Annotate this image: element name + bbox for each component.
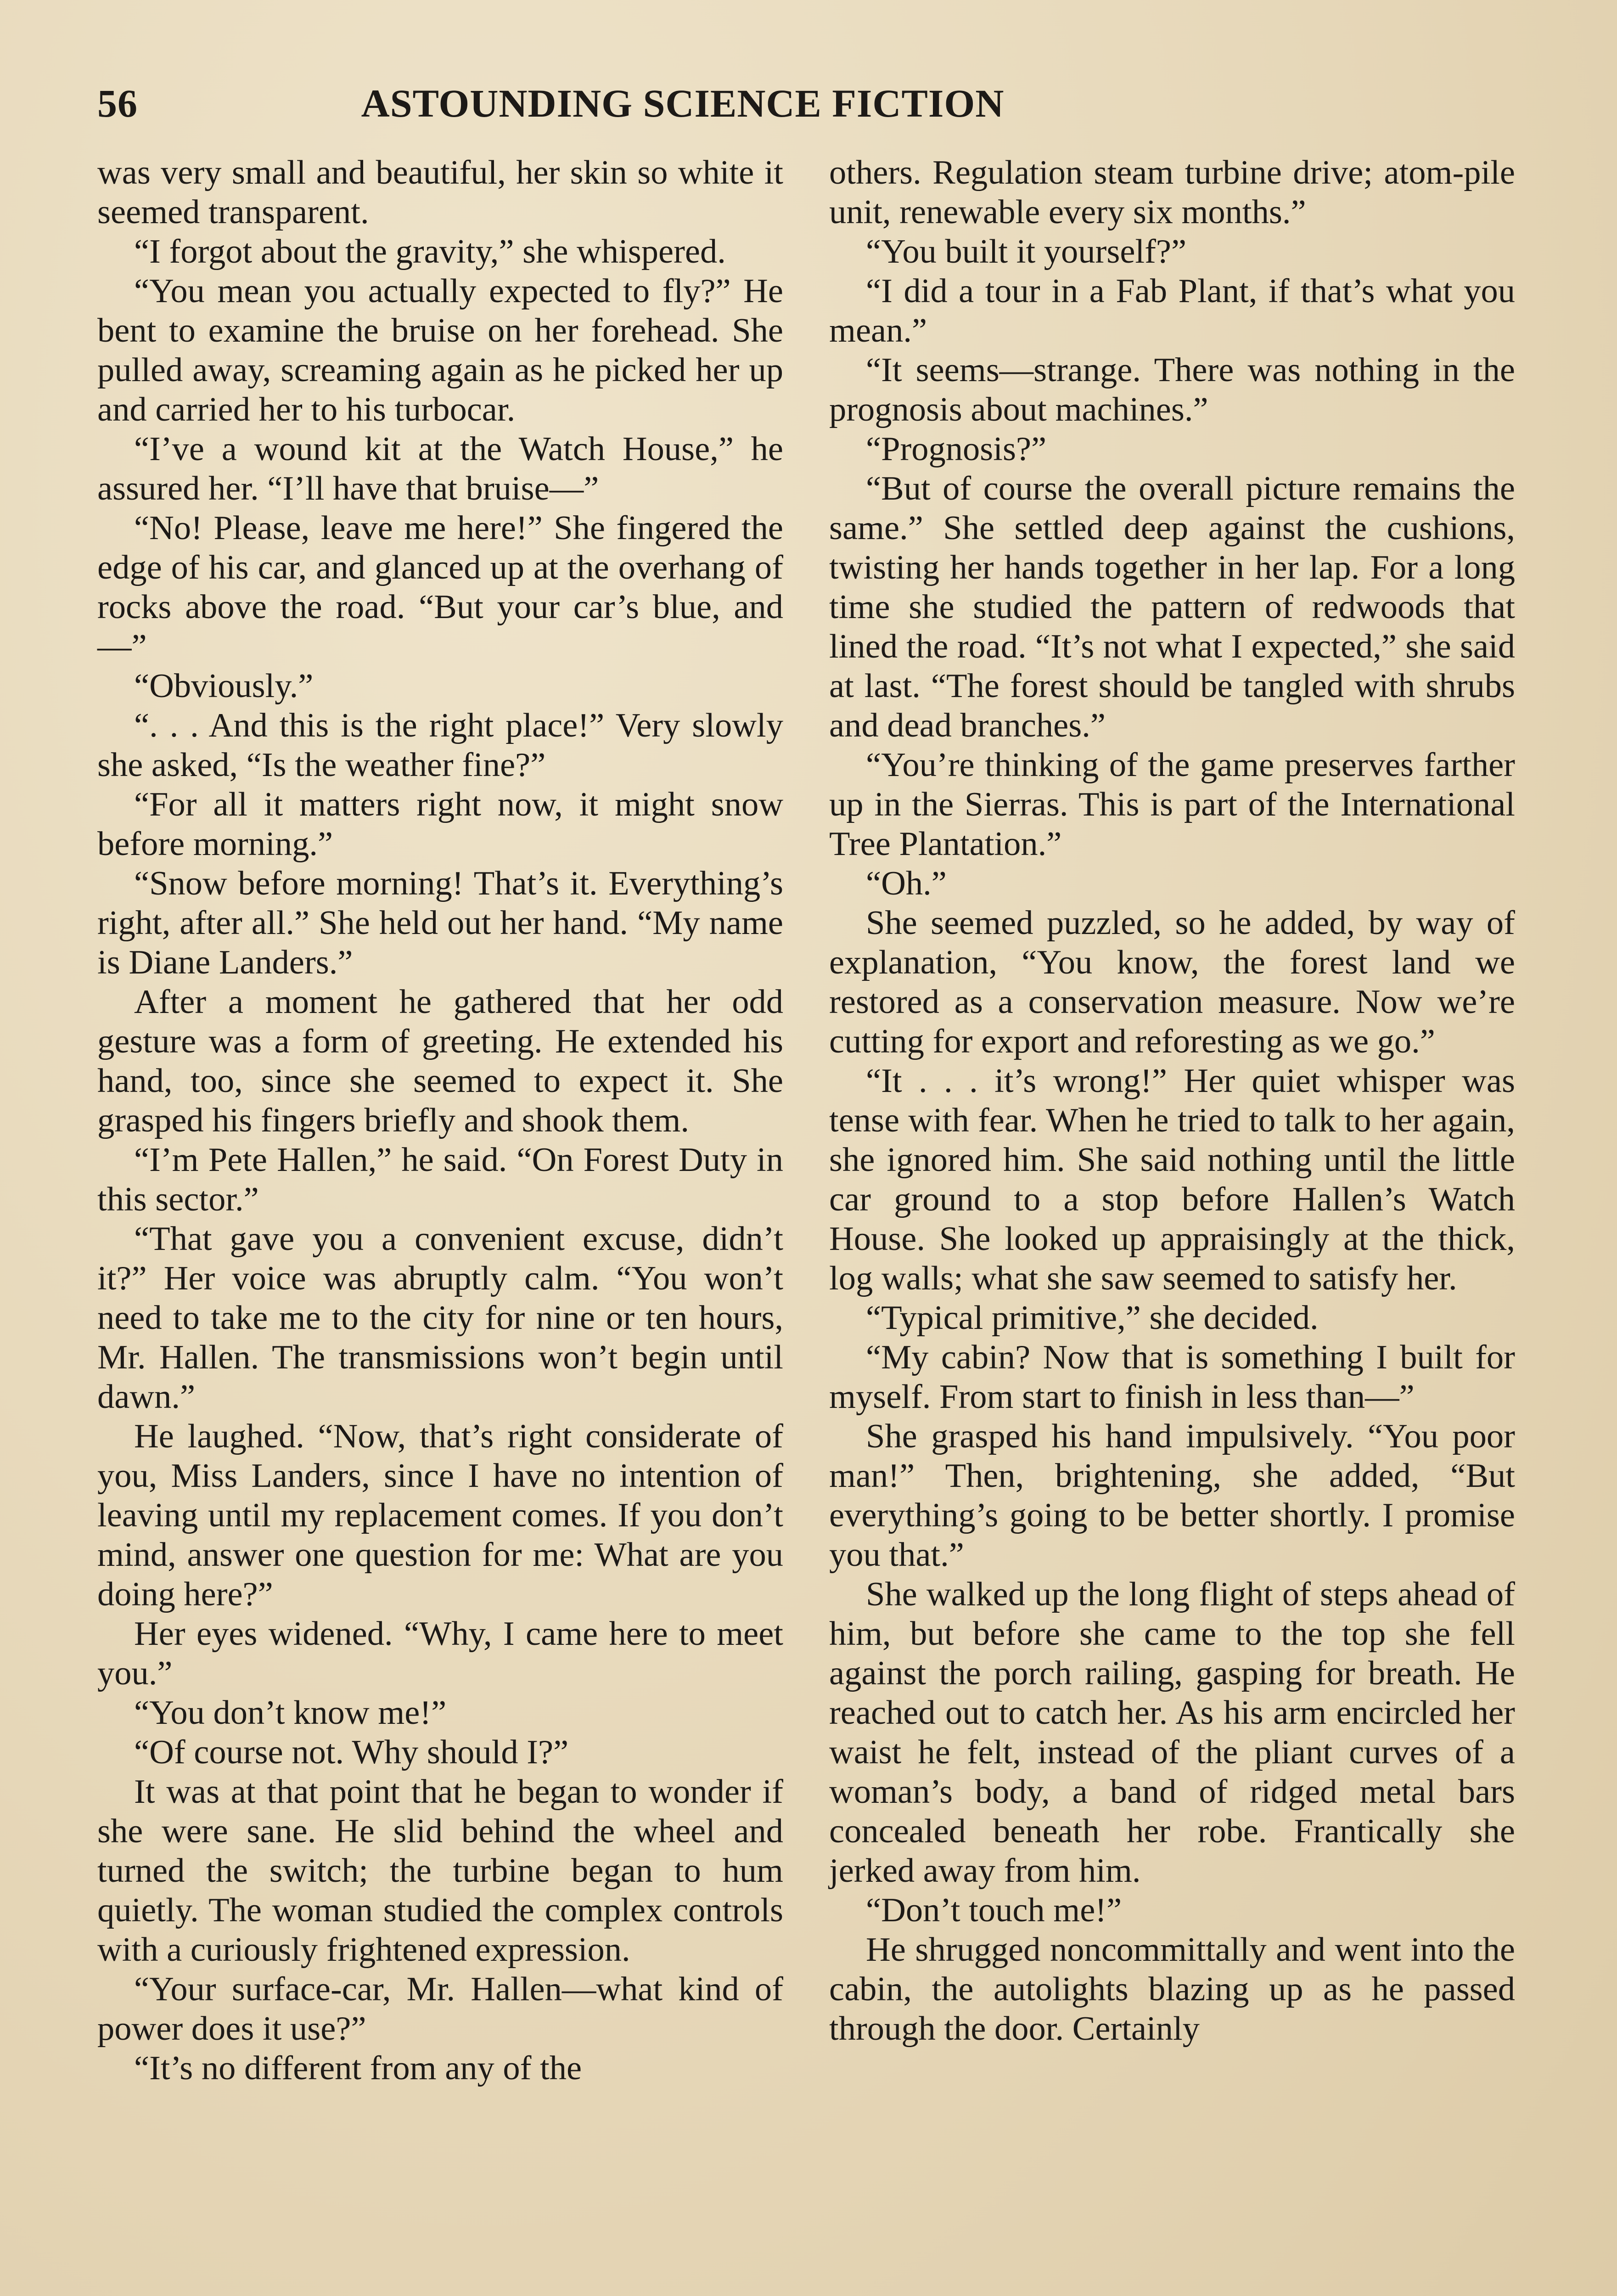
paragraph: “You’re thinking of the game preserves farther up in the Sierras. This is part of the International Tree Plantation.” <box>829 746 1515 863</box>
paragraph: “You mean you actually expected to fly?” He bent to examine the bruise on her forehead. She pulled away, screaming again as he picked her up and carried her to his turbocar. <box>97 272 783 428</box>
paragraph: It was at that point that he began to wonder if she were sane. He slid behind the wheel and turned the switch; the turbine began to hum quietly. The woman studied the complex controls with a curiously frightened expression. <box>97 1773 783 1969</box>
paragraph: “Typical primitive,” she decided. <box>866 1299 1319 1337</box>
paragraph: “No! Please, leave me here!” She fingered the edge of his car, and glanced up at the overhang of rocks above the road. “But your car’s blue, and—” <box>97 509 783 665</box>
paragraph: “Snow before morning! That’s it. Everything’s right, after all.” She held out her hand. “My name is Diane Landers.” <box>97 865 783 981</box>
paragraph: was very small and beautiful, her skin so white it seemed transparent. <box>97 154 783 231</box>
paragraph: “My cabin? Now that is something I built for myself. From start to finish in less than—” <box>829 1339 1515 1416</box>
paragraph: “But of course the overall picture remains the same.” She settled deep against the cushions, twisting her hands together in her lap. For a long time she studied the pattern of redwoods that lined the road. “It’s not what I expected,” she said at last. “The forest should be tangled with shrubs and dead branches.” <box>829 470 1515 744</box>
paragraph: “Oh.” <box>866 865 947 902</box>
paragraph: “Prognosis?” <box>866 430 1047 468</box>
running-head: ASTOUNDING SCIENCE FICTION <box>361 81 1005 125</box>
paragraph: “. . . And this is the right place!” Very slowly she asked, “Is the weather fine?” <box>97 707 783 784</box>
paragraph: “It seems—strange. There was nothing in the prognosis about machines.” <box>829 351 1515 428</box>
paragraph: “It . . . it’s wrong!” Her quiet whisper was tense with fear. When he tried to talk to her again, she ignored him. She said nothing until the little car ground to a stop before Hallen’s Watch House. She looked up appraisingly at the thick, log walls; what she saw seemed to satisfy her. <box>829 1062 1515 1297</box>
paragraph: She walked up the long flight of steps ahead of him, but before she came to the top she fell against the porch railing, gasping for breath. He reached out to catch her. As his arm encircled her waist he felt, instead of the pliant curves of a woman’s body, a band of ridged metal bars concealed beneath her robe. Frantically she jerked away from him. <box>829 1576 1515 1890</box>
paragraph: He shrugged noncommittally and went into the cabin, the autolights blazing up as he passed through the door. Certainly <box>829 1931 1515 2048</box>
paragraph: “I’ve a wound kit at the Watch House,” he assured her. “I’ll have that bruise—” <box>97 430 783 507</box>
paragraph: “Of course not. Why should I?” <box>134 1733 569 1771</box>
paragraph: “Don’t touch me!” <box>866 1891 1122 1929</box>
paragraph: “I forgot about the gravity,” she whispered. <box>134 233 726 270</box>
paragraph: “That gave you a convenient excuse, didn’t it?” Her voice was abruptly calm. “You won’t need to take me to the city for nine or ten hours, Mr. Hallen. The transmissions won’t begin until dawn.” <box>97 1220 783 1416</box>
paragraph: others. Regulation steam turbine drive; atom-pile unit, renewable every six months.” <box>829 154 1515 231</box>
paragraph: “For all it matters right now, it might snow before morning.” <box>97 786 783 863</box>
paragraph: He laughed. “Now, that’s right considerate of you, Miss Landers, since I have no intention of leaving until my replacement comes. If you don’t mind, answer one question for me: What are you doing here?” <box>97 1418 783 1613</box>
paragraph: “I’m Pete Hallen,” he said. “On Forest Duty in this sector.” <box>97 1141 783 1218</box>
left-column <box>97 153 783 2088</box>
paragraph: She seemed puzzled, so he added, by way of explanation, “You know, the forest land we restored as a conservation measure. Now we’re cutting for export and reforesting as we go.” <box>829 904 1515 1060</box>
right-column <box>829 153 1515 2048</box>
page-header <box>97 73 1153 133</box>
paragraph: After a moment he gathered that her odd gesture was a form of greeting. He extended his hand, too, since she seemed to expect it. She grasped his fingers briefly and shook them. <box>97 983 783 1139</box>
paragraph: “Your surface-car, Mr. Hallen—what kind of power does it use?” <box>97 1970 783 2048</box>
paragraph: “It’s no different from any of the <box>134 2049 582 2087</box>
paragraph: She grasped his hand impulsively. “You poor man!” Then, brightening, she added, “But everything’s going to be better shortly. I promise you that.” <box>829 1418 1515 1574</box>
paragraph: “Obviously.” <box>134 667 314 705</box>
paragraph: “You built it yourself?” <box>866 233 1187 270</box>
paragraph: Her eyes widened. “Why, I came here to meet you.” <box>97 1615 783 1692</box>
paragraph: “I did a tour in a Fab Plant, if that’s what you mean.” <box>829 272 1515 349</box>
paragraph: “You don’t know me!” <box>134 1694 447 1732</box>
page-number: 56 <box>97 81 138 125</box>
